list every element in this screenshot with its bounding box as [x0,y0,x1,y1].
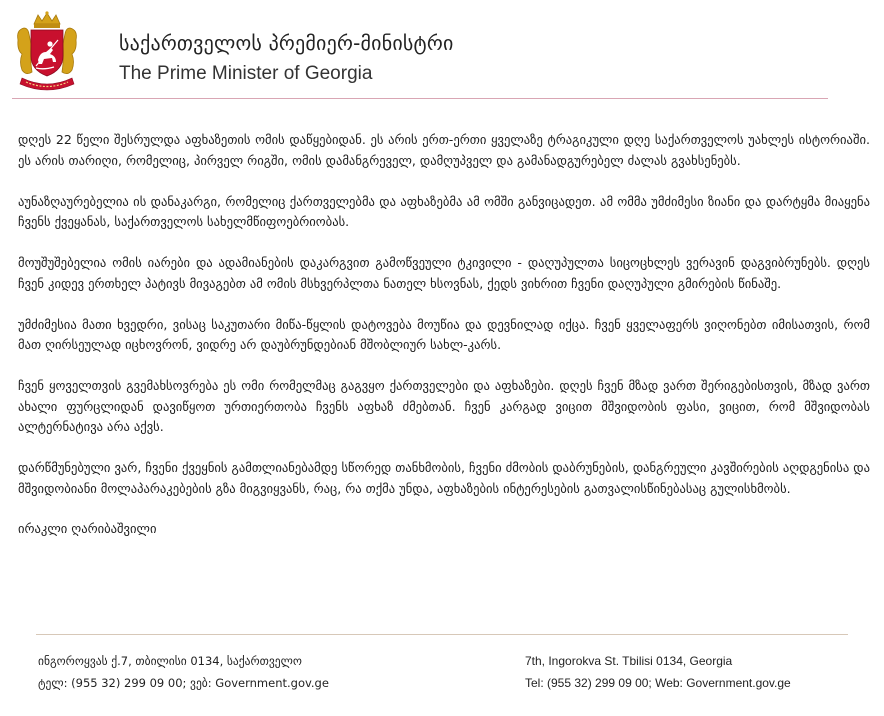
footer-contact-en: Tel: (955 32) 299 09 00; Web: Government.gov.ge [525,676,791,690]
footer-address-ka: ინგოროყვას ქ.7, თბილისი 0134, საქართველო [38,654,302,668]
signature: ირაკლი ღარიბაშვილი [18,521,157,536]
footer-divider [36,634,848,635]
title-georgian: საქართველოს პრემიერ-მინისტრი [119,31,454,55]
paragraph-4: უმძიმესია მათი ხვედრი, ვისაც საკუთარი მიწა-წყლის დატოვება მოუწია და დევნილად იქცა. ჩვენ ყველაფერს ვიღონებთ იმისათვის, რომ მათ ღირსეულად იცხოვრონ, ვიდრე არ დაუბრუნდებიან მშობლიურ სახლ-კარს. [18,316,870,352]
footer-english [525,650,791,694]
header-divider [12,98,828,99]
footer-address-en: 7th, Ingorokva St. Tbilisi 0134, Georgia [525,654,733,668]
letterhead [12,10,832,102]
paragraph-5: ჩვენ ყოველთვის გვემახსოვრება ეს ომი რომელმაც გაგვყო ქართველები და აფხაზები. დღეს ჩვენ მზად ვართ შერიგებისთვის, მზად ვართ ახალი ფურცლიდან დავიწყოთ ურთიერთობა ჩვენს აფხაზ ძმებთან. ჩვენ კარგად ვიცით მშვიდობის ფასი, ვიცით, რომ მშვიდობას ალტერნატივა არა აქვს. [18,378,870,434]
paragraph-1: დღეს 22 წელი შესრულდა აფხაზეთის ომის დაწყებიდან. ეს არის ერთ-ერთი ყველაზე ტრაგიკული დღე საქართველოს უახლეს ისტორიაში. ეს არის თარიღი, რომელიც, პირველ რიგში, ომის დამანგრეველ, დამღუპველ და გამანადგურებელ ძალას გვახსენებს. [18,132,870,168]
paragraph-6: დარწმუნებული ვარ, ჩვენი ქვეყნის გამთლიანებამდე სწორედ თანხმობის, ჩვენი ძმობის დაბრუნების, დანგრეული კავშირების აღდგენისა და მშვიდობიანი მოლაპარაკებების გზა მიგვიყვანს, რაც, რა თქმა უნდა, აფხაზების ინტერესების გათვალისწინებასაც გულისხმობს. [18,460,870,496]
footer-contact-ka: ტელ: (955 32) 299 09 00; ვებ: Government.gov.ge [38,676,329,690]
statement-body [18,130,870,540]
footer-georgian [38,650,329,694]
title-english: The Prime Minister of Georgia [119,63,373,84]
paragraph-3: მოუშუშებელია ომის იარები და ადამიანების დაკარგვით გამოწვეული ტკივილი - დაღუპულთა სიცოცხლეს ვერავინ დაგვიბრუნებს. დღეს ჩვენ კიდევ ერთხელ პატივს მივაგებთ ამ ომის მსხვერპლთა ნათელ ხსოვნას, ქედს ვიხრით ჩვენი დაღუპული გმირების წინაშე. [18,255,870,291]
paragraph-2: აუნაზღაურებელია ის დანაკარგი, რომელიც ქართველებმა და აფხაზებმა ამ ომში განვიცადეთ. ამ ომმა უმძიმესი ზიანი და დარტყმა მიაყენა ჩვენს ქვეყანას, საქართველოს სახელმწიფოებრიობას. [18,193,870,229]
georgia-coat-of-arms-icon [14,10,80,94]
